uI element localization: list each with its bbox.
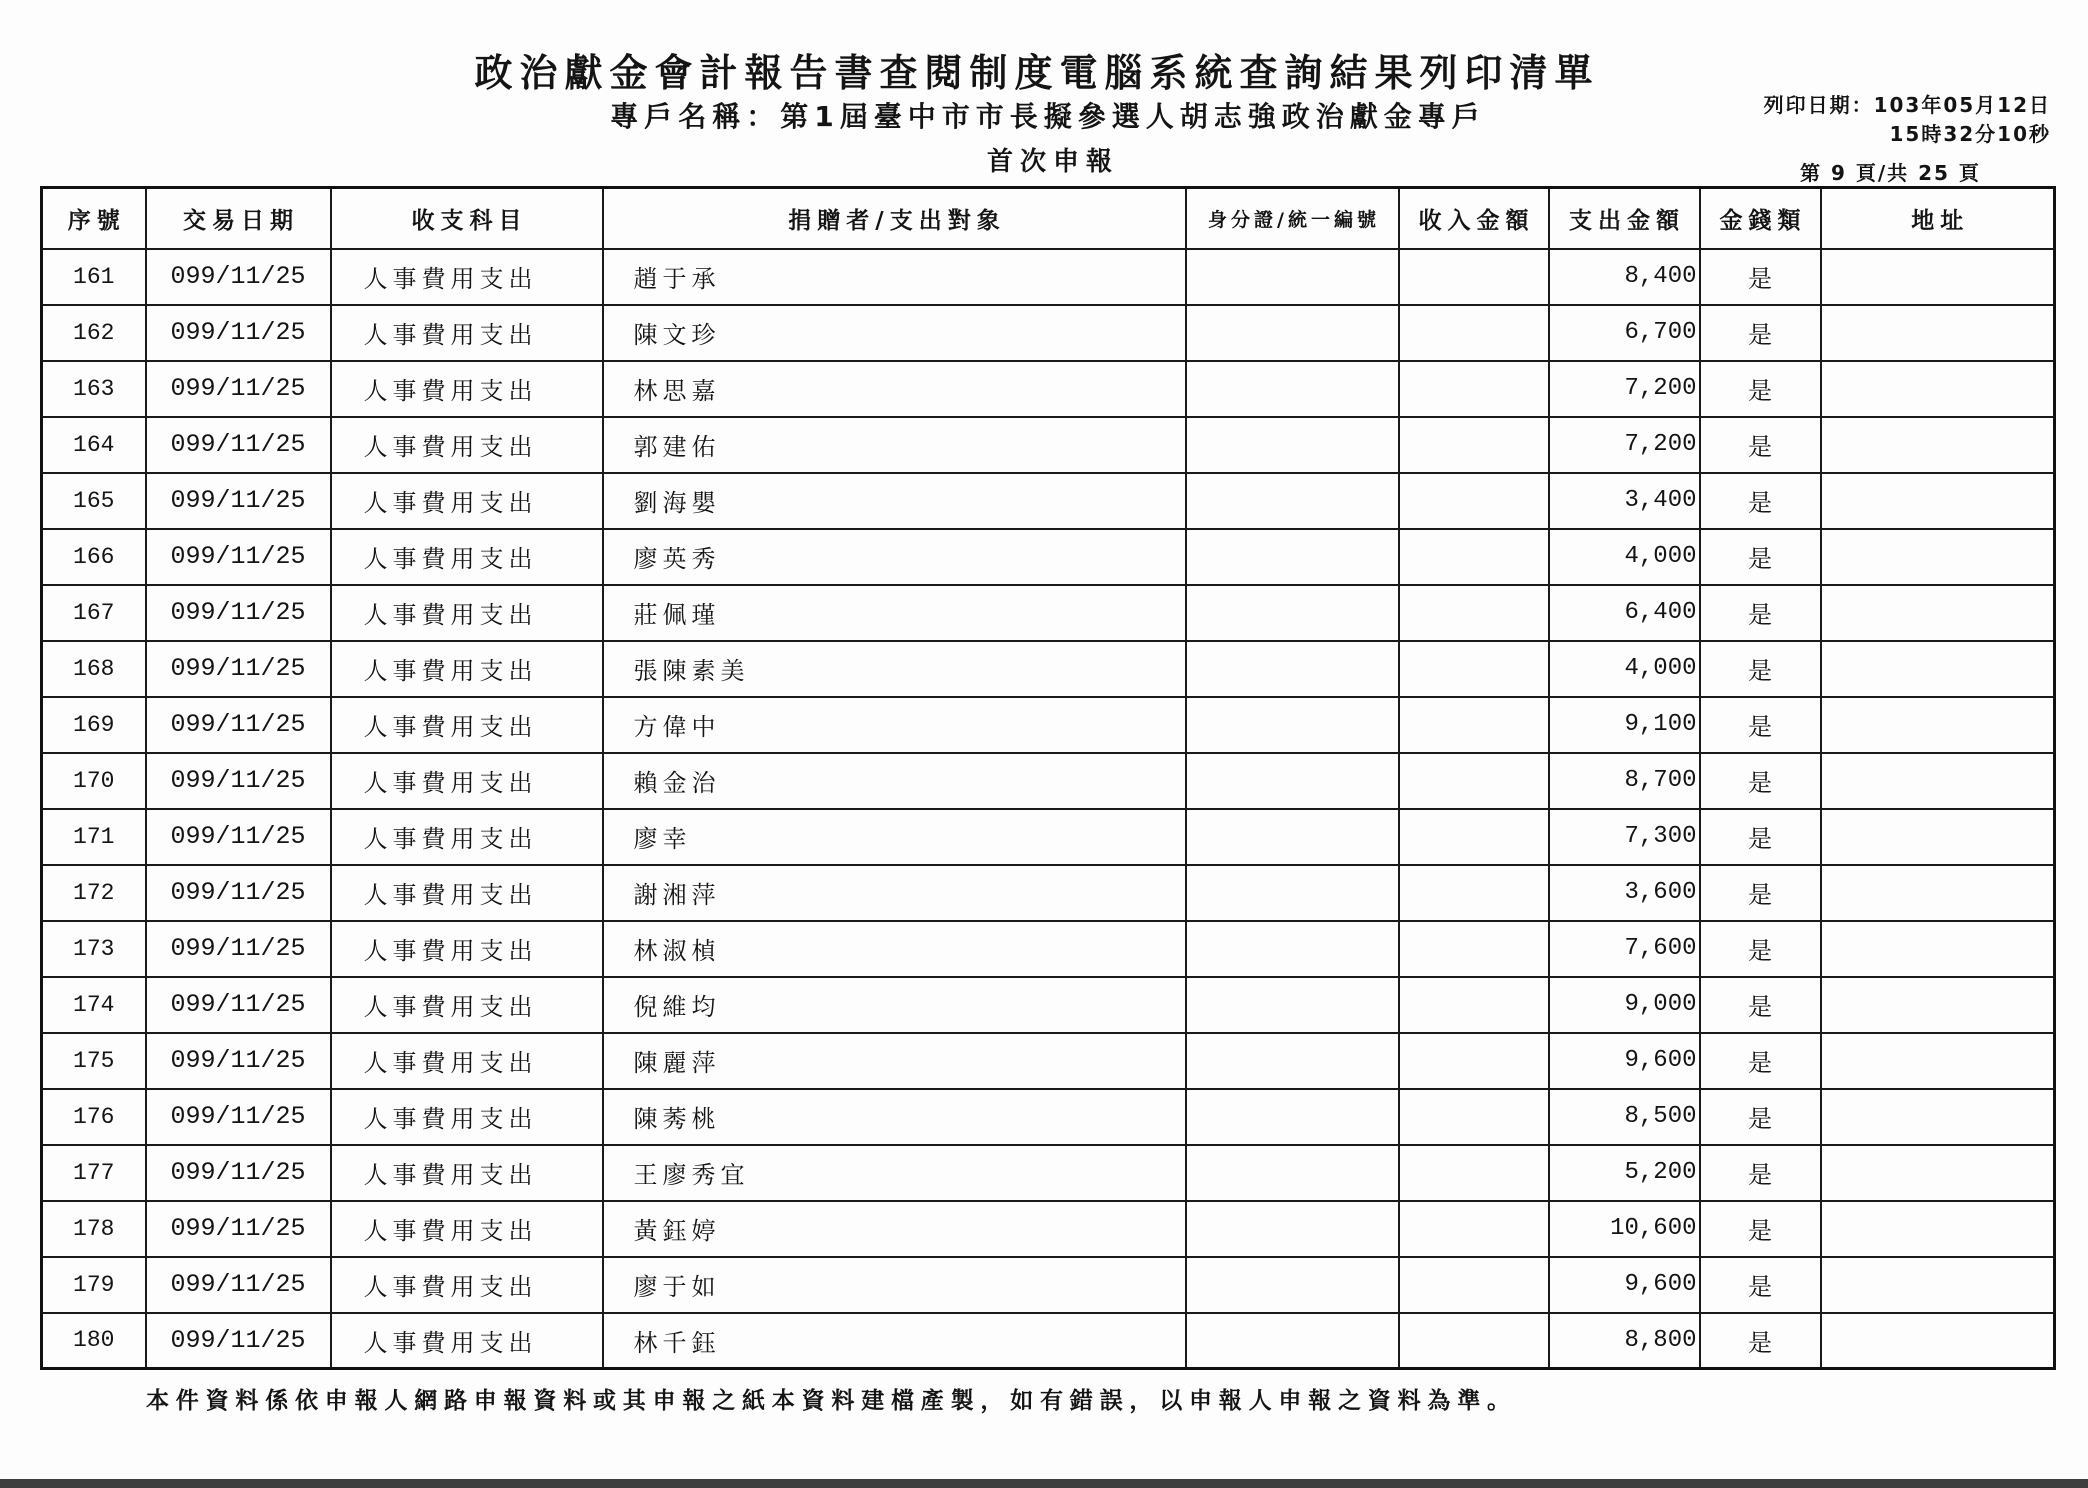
id-number-cell	[1186, 529, 1399, 585]
category-cell: 人事費用支出	[331, 249, 603, 305]
monetary-cell: 是	[1700, 1033, 1821, 1089]
table-body	[42, 249, 2055, 1369]
income-cell	[1399, 473, 1549, 529]
table-row	[42, 417, 2055, 473]
id-number-cell	[1186, 697, 1399, 753]
seq-cell: 165	[42, 473, 146, 529]
counterparty-cell: 廖于如	[603, 1257, 1186, 1313]
table-row	[42, 249, 2055, 305]
expense-cell: 7,600	[1549, 921, 1700, 977]
address-cell	[1821, 1089, 2055, 1145]
income-cell	[1399, 1201, 1549, 1257]
category-cell: 人事費用支出	[331, 1257, 603, 1313]
counterparty-cell: 陳莠桃	[603, 1089, 1186, 1145]
id-number-cell	[1186, 753, 1399, 809]
table-row	[42, 305, 2055, 361]
date-cell: 099/11/25	[146, 921, 331, 977]
date-cell: 099/11/25	[146, 641, 331, 697]
counterparty-cell: 林思嘉	[603, 361, 1186, 417]
address-cell	[1821, 473, 2055, 529]
table-row	[42, 1145, 2055, 1201]
monetary-cell: 是	[1700, 305, 1821, 361]
table-row	[42, 753, 2055, 809]
seq-cell: 180	[42, 1313, 146, 1369]
counterparty-cell: 廖幸	[603, 809, 1186, 865]
seq-cell: 164	[42, 417, 146, 473]
monetary-cell: 是	[1700, 641, 1821, 697]
date-cell: 099/11/25	[146, 865, 331, 921]
address-cell	[1821, 1257, 2055, 1313]
transactions-table	[40, 186, 2056, 1370]
expense-cell: 7,200	[1549, 361, 1700, 417]
income-cell	[1399, 249, 1549, 305]
expense-cell: 8,700	[1549, 753, 1700, 809]
category-cell: 人事費用支出	[331, 1313, 603, 1369]
income-cell	[1399, 529, 1549, 585]
category-cell: 人事費用支出	[331, 977, 603, 1033]
account-name: 專戶名稱：第1屆臺中市市長擬參選人胡志強政治獻金專戶	[610, 100, 1486, 133]
category-cell: 人事費用支出	[331, 361, 603, 417]
expense-cell: 6,400	[1549, 585, 1700, 641]
monetary-cell: 是	[1700, 1145, 1821, 1201]
counterparty-cell: 林千鈺	[603, 1313, 1186, 1369]
seq-cell: 167	[42, 585, 146, 641]
category-cell: 人事費用支出	[331, 417, 603, 473]
income-cell	[1399, 1145, 1549, 1201]
category-cell: 人事費用支出	[331, 585, 603, 641]
monetary-cell: 是	[1700, 809, 1821, 865]
table-header	[42, 188, 2055, 249]
document-title: 政治獻金會計報告書查閱制度電腦系統查詢結果列印清單	[474, 51, 1600, 95]
seq-cell: 170	[42, 753, 146, 809]
print-time: 15時32分10秒	[1889, 122, 2051, 146]
id-number-cell	[1186, 585, 1399, 641]
id-number-cell	[1186, 1089, 1399, 1145]
expense-cell: 5,200	[1549, 1145, 1700, 1201]
expense-cell: 4,000	[1549, 529, 1700, 585]
category-cell: 人事費用支出	[331, 697, 603, 753]
table-row	[42, 921, 2055, 977]
seq-cell: 166	[42, 529, 146, 585]
id-number-cell	[1186, 921, 1399, 977]
counterparty-cell: 郭建佑	[603, 417, 1186, 473]
income-cell	[1399, 361, 1549, 417]
print-date: 列印日期：103年05月12日	[1763, 93, 2051, 117]
header-expense: 支出金額	[1549, 188, 1700, 249]
expense-cell: 3,600	[1549, 865, 1700, 921]
report-type: 首次申報	[986, 147, 1119, 177]
income-cell	[1399, 809, 1549, 865]
category-cell: 人事費用支出	[331, 1145, 603, 1201]
income-cell	[1399, 305, 1549, 361]
address-cell	[1821, 641, 2055, 697]
monetary-cell: 是	[1700, 585, 1821, 641]
date-cell: 099/11/25	[146, 1145, 331, 1201]
category-cell: 人事費用支出	[331, 529, 603, 585]
monetary-cell: 是	[1700, 753, 1821, 809]
table-row	[42, 865, 2055, 921]
seq-cell: 169	[42, 697, 146, 753]
footer-disclaimer: 本件資料係依申報人網路申報資料或其申報之紙本資料建檔產製，如有錯誤，以申報人申報之資料為準。	[146, 1388, 1517, 1414]
income-cell	[1399, 641, 1549, 697]
id-number-cell	[1186, 809, 1399, 865]
header-id-number: 身分證/統一編號	[1186, 188, 1399, 249]
expense-cell: 10,600	[1549, 1201, 1700, 1257]
date-cell: 099/11/25	[146, 1257, 331, 1313]
id-number-cell	[1186, 417, 1399, 473]
address-cell	[1821, 1145, 2055, 1201]
income-cell	[1399, 697, 1549, 753]
income-cell	[1399, 753, 1549, 809]
income-cell	[1399, 921, 1549, 977]
table-row	[42, 809, 2055, 865]
income-cell	[1399, 865, 1549, 921]
header-monetary: 金錢類	[1700, 188, 1821, 249]
category-cell: 人事費用支出	[331, 1089, 603, 1145]
date-cell: 099/11/25	[146, 473, 331, 529]
address-cell	[1821, 585, 2055, 641]
id-number-cell	[1186, 361, 1399, 417]
header-row	[42, 188, 2055, 249]
counterparty-cell: 倪維均	[603, 977, 1186, 1033]
address-cell	[1821, 977, 2055, 1033]
table-row	[42, 1089, 2055, 1145]
expense-cell: 7,200	[1549, 417, 1700, 473]
counterparty-cell: 王廖秀宜	[603, 1145, 1186, 1201]
income-cell	[1399, 585, 1549, 641]
counterparty-cell: 廖英秀	[603, 529, 1186, 585]
table-row	[42, 1257, 2055, 1313]
income-cell	[1399, 417, 1549, 473]
id-number-cell	[1186, 977, 1399, 1033]
seq-cell: 174	[42, 977, 146, 1033]
expense-cell: 9,000	[1549, 977, 1700, 1033]
counterparty-cell: 莊佩瑾	[603, 585, 1186, 641]
monetary-cell: 是	[1700, 473, 1821, 529]
category-cell: 人事費用支出	[331, 1201, 603, 1257]
category-cell: 人事費用支出	[331, 753, 603, 809]
date-cell: 099/11/25	[146, 753, 331, 809]
table-row	[42, 977, 2055, 1033]
page-indicator: 第 9 頁/共 25 頁	[1800, 161, 1981, 185]
table-row	[42, 1201, 2055, 1257]
header-date: 交易日期	[146, 188, 331, 249]
address-cell	[1821, 361, 2055, 417]
date-cell: 099/11/25	[146, 809, 331, 865]
header-category: 收支科目	[331, 188, 603, 249]
expense-cell: 7,300	[1549, 809, 1700, 865]
category-cell: 人事費用支出	[331, 865, 603, 921]
counterparty-cell: 陳文珍	[603, 305, 1186, 361]
seq-cell: 162	[42, 305, 146, 361]
date-cell: 099/11/25	[146, 529, 331, 585]
monetary-cell: 是	[1700, 529, 1821, 585]
income-cell	[1399, 1313, 1549, 1369]
expense-cell: 8,400	[1549, 249, 1700, 305]
date-cell: 099/11/25	[146, 249, 331, 305]
category-cell: 人事費用支出	[331, 1033, 603, 1089]
expense-cell: 4,000	[1549, 641, 1700, 697]
table-row	[42, 585, 2055, 641]
income-cell	[1399, 977, 1549, 1033]
id-number-cell	[1186, 1145, 1399, 1201]
counterparty-cell: 趙于承	[603, 249, 1186, 305]
category-cell: 人事費用支出	[331, 305, 603, 361]
monetary-cell: 是	[1700, 249, 1821, 305]
scan-edge	[0, 1479, 2088, 1488]
expense-cell: 8,500	[1549, 1089, 1700, 1145]
monetary-cell: 是	[1700, 1313, 1821, 1369]
seq-cell: 177	[42, 1145, 146, 1201]
seq-cell: 173	[42, 921, 146, 977]
date-cell: 099/11/25	[146, 417, 331, 473]
header-seq: 序號	[42, 188, 146, 249]
header-address: 地址	[1821, 188, 2055, 249]
seq-cell: 172	[42, 865, 146, 921]
monetary-cell: 是	[1700, 417, 1821, 473]
seq-cell: 163	[42, 361, 146, 417]
date-cell: 099/11/25	[146, 1201, 331, 1257]
address-cell	[1821, 249, 2055, 305]
table-row	[42, 641, 2055, 697]
seq-cell: 171	[42, 809, 146, 865]
table-row	[42, 697, 2055, 753]
counterparty-cell: 黃鈺婷	[603, 1201, 1186, 1257]
category-cell: 人事費用支出	[331, 921, 603, 977]
id-number-cell	[1186, 1201, 1399, 1257]
table-row	[42, 529, 2055, 585]
counterparty-cell: 劉海嬰	[603, 473, 1186, 529]
monetary-cell: 是	[1700, 865, 1821, 921]
id-number-cell	[1186, 249, 1399, 305]
address-cell	[1821, 1033, 2055, 1089]
address-cell	[1821, 753, 2055, 809]
seq-cell: 168	[42, 641, 146, 697]
monetary-cell: 是	[1700, 361, 1821, 417]
monetary-cell: 是	[1700, 977, 1821, 1033]
address-cell	[1821, 921, 2055, 977]
date-cell: 099/11/25	[146, 585, 331, 641]
id-number-cell	[1186, 473, 1399, 529]
table-row	[42, 361, 2055, 417]
category-cell: 人事費用支出	[331, 641, 603, 697]
address-cell	[1821, 697, 2055, 753]
category-cell: 人事費用支出	[331, 473, 603, 529]
seq-cell: 161	[42, 249, 146, 305]
monetary-cell: 是	[1700, 697, 1821, 753]
date-cell: 099/11/25	[146, 1089, 331, 1145]
header-income: 收入金額	[1399, 188, 1549, 249]
income-cell	[1399, 1033, 1549, 1089]
expense-cell: 8,800	[1549, 1313, 1700, 1369]
expense-cell: 9,100	[1549, 697, 1700, 753]
address-cell	[1821, 1201, 2055, 1257]
counterparty-cell: 林淑楨	[603, 921, 1186, 977]
seq-cell: 179	[42, 1257, 146, 1313]
monetary-cell: 是	[1700, 1257, 1821, 1313]
date-cell: 099/11/25	[146, 305, 331, 361]
expense-cell: 9,600	[1549, 1257, 1700, 1313]
id-number-cell	[1186, 1257, 1399, 1313]
category-cell: 人事費用支出	[331, 809, 603, 865]
table-row	[42, 1033, 2055, 1089]
monetary-cell: 是	[1700, 921, 1821, 977]
address-cell	[1821, 417, 2055, 473]
id-number-cell	[1186, 305, 1399, 361]
table-row	[42, 1313, 2055, 1369]
income-cell	[1399, 1257, 1549, 1313]
id-number-cell	[1186, 865, 1399, 921]
id-number-cell	[1186, 641, 1399, 697]
monetary-cell: 是	[1700, 1201, 1821, 1257]
counterparty-cell: 謝湘萍	[603, 865, 1186, 921]
id-number-cell	[1186, 1313, 1399, 1369]
expense-cell: 6,700	[1549, 305, 1700, 361]
seq-cell: 178	[42, 1201, 146, 1257]
address-cell	[1821, 529, 2055, 585]
address-cell	[1821, 1313, 2055, 1369]
date-cell: 099/11/25	[146, 977, 331, 1033]
address-cell	[1821, 865, 2055, 921]
id-number-cell	[1186, 1033, 1399, 1089]
date-cell: 099/11/25	[146, 697, 331, 753]
table-row	[42, 473, 2055, 529]
income-cell	[1399, 1089, 1549, 1145]
address-cell	[1821, 809, 2055, 865]
counterparty-cell: 陳麗萍	[603, 1033, 1186, 1089]
date-cell: 099/11/25	[146, 1033, 331, 1089]
counterparty-cell: 方偉中	[603, 697, 1186, 753]
date-cell: 099/11/25	[146, 361, 331, 417]
counterparty-cell: 張陳素美	[603, 641, 1186, 697]
counterparty-cell: 賴金治	[603, 753, 1186, 809]
expense-cell: 9,600	[1549, 1033, 1700, 1089]
seq-cell: 176	[42, 1089, 146, 1145]
seq-cell: 175	[42, 1033, 146, 1089]
address-cell	[1821, 305, 2055, 361]
monetary-cell: 是	[1700, 1089, 1821, 1145]
expense-cell: 3,400	[1549, 473, 1700, 529]
date-cell: 099/11/25	[146, 1313, 331, 1369]
header-counterparty: 捐贈者/支出對象	[603, 188, 1186, 249]
